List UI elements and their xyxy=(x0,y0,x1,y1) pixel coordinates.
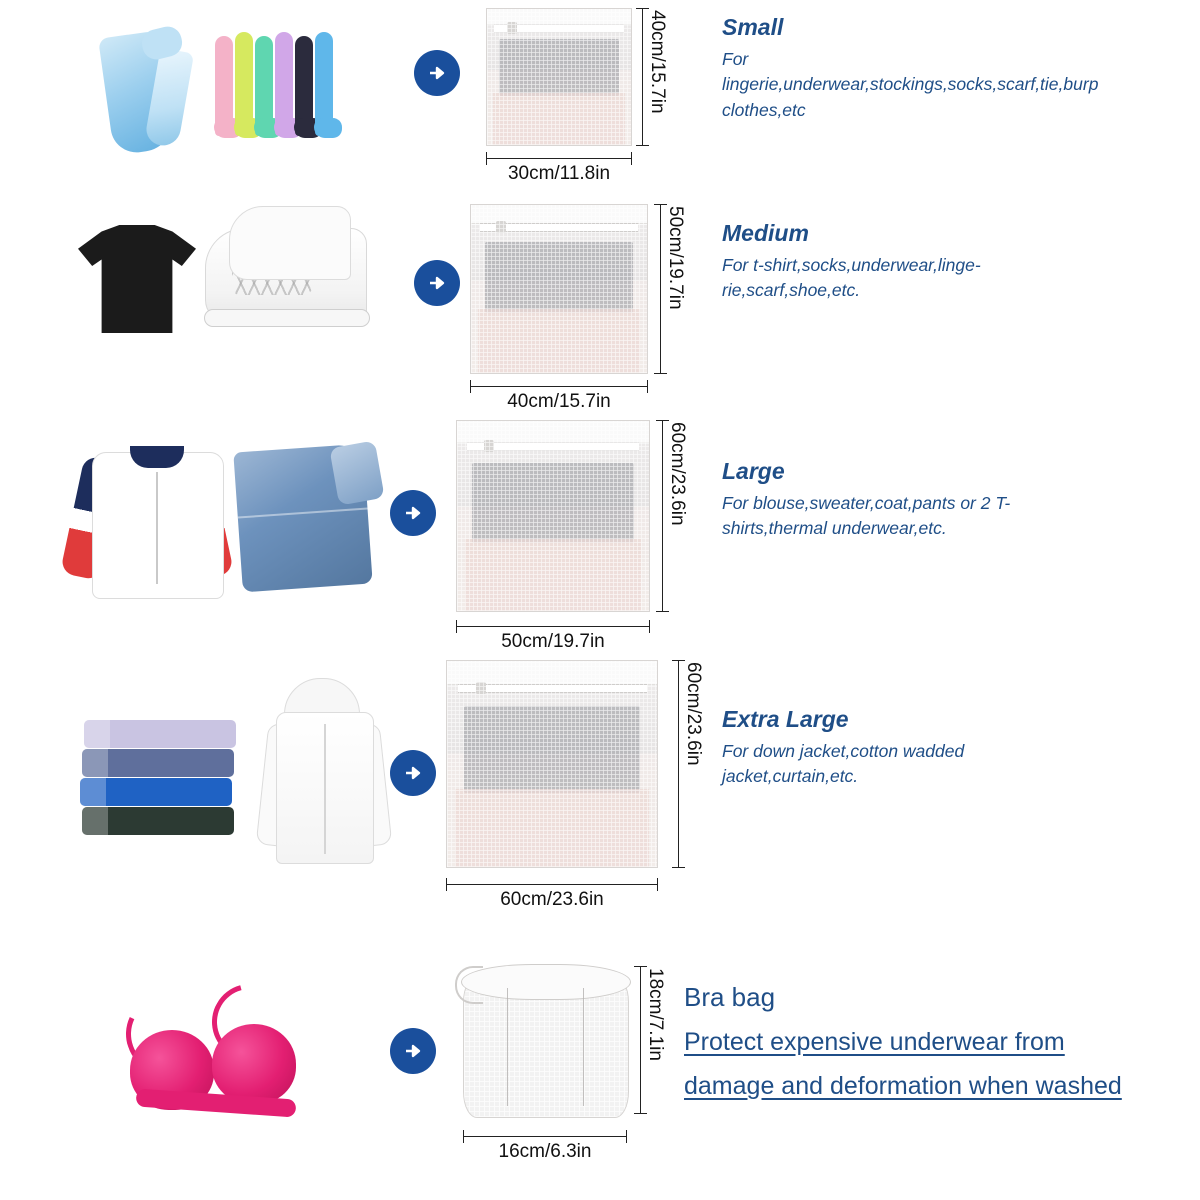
size-title-small: Small xyxy=(722,14,784,40)
dimension-label-height-small: 40cm/15.7in xyxy=(647,10,668,114)
size-text-medium xyxy=(722,220,1032,304)
illustration-hooded-jacket xyxy=(258,678,398,863)
sneaker-shape-back xyxy=(229,206,351,280)
bra-bag-title: Bra bag xyxy=(684,982,776,1012)
dimension-line-width-bra xyxy=(463,1136,627,1137)
mesh-bag-extra-large xyxy=(446,660,658,868)
dimension-line-height-bra xyxy=(640,966,641,1114)
arrow-right-icon xyxy=(414,260,460,306)
sock-shape xyxy=(275,32,293,136)
size-title-extra-large: Extra Large xyxy=(722,706,849,732)
dimension-line-width-large xyxy=(456,626,650,627)
arrow-right-icon xyxy=(390,750,436,796)
size-text-large xyxy=(722,458,1032,542)
towel-shape xyxy=(84,720,236,748)
dimension-label-height-extra-large: 60cm/23.6in xyxy=(683,662,704,766)
dimension-label-width-medium: 40cm/15.7in xyxy=(507,391,611,412)
size-row-medium xyxy=(0,200,1200,415)
jacket-body xyxy=(92,452,224,599)
dimension-line-height-medium xyxy=(660,204,661,374)
dimension-line-width-extra-large xyxy=(446,884,658,885)
illustration-folded-towels xyxy=(80,720,250,840)
size-title-medium: Medium xyxy=(722,220,809,246)
size-text-small xyxy=(722,14,1099,123)
size-title-large: Large xyxy=(722,458,785,484)
dimension-line-width-medium xyxy=(470,386,648,387)
illustration-jeans xyxy=(238,448,388,598)
illustration-sneaker xyxy=(205,228,385,338)
mesh-bag-large xyxy=(456,420,650,612)
towel-shape xyxy=(80,778,232,806)
bra-cup-right xyxy=(212,1024,296,1104)
dimension-label-height-medium: 50cm/19.7in xyxy=(665,206,686,310)
dimension-line-height-large xyxy=(662,420,663,612)
size-desc-large: For blouse,sweater,coat,pants or 2 T-shirts,thermal underwear,etc. xyxy=(722,493,1011,539)
dimension-label-width-bra: 16cm/6.3in xyxy=(498,1141,592,1162)
bra-bag-line1: Protect expensive underwear from xyxy=(684,1028,1065,1056)
size-row-bra-bag xyxy=(0,940,1200,1200)
size-text-extra-large xyxy=(722,706,1032,790)
mesh-bag-bra xyxy=(455,958,635,1123)
towel-shape xyxy=(82,749,234,777)
illustration-bra xyxy=(120,990,340,1120)
dimension-label-width-large: 50cm/19.7in xyxy=(501,631,605,652)
bra-bag-handle xyxy=(455,966,483,1004)
size-desc-extra-large: For down jacket,cotton wadded jacket,curtain,etc. xyxy=(722,741,965,787)
dimension-line-height-small xyxy=(642,8,643,146)
sock-shape xyxy=(255,36,273,136)
dimension-line-height-extra-large xyxy=(678,660,679,868)
bra-bag-lid xyxy=(461,964,631,1000)
dimension-label-width-small: 30cm/11.8in xyxy=(507,163,611,184)
sock-shape xyxy=(315,32,333,136)
dimension-label-height-large: 60cm/23.6in xyxy=(667,422,688,526)
sock-shape xyxy=(235,32,253,136)
dimension-label-height-bra: 18cm/7.1in xyxy=(645,968,666,1061)
illustration-tshirt xyxy=(78,225,196,333)
sock-shape xyxy=(215,36,233,136)
arrow-right-icon xyxy=(414,50,460,96)
jeans-cuff xyxy=(329,440,384,505)
bra-bag-seam xyxy=(507,988,508,1106)
bra-bag-line2: damage and deformation when washed xyxy=(684,1072,1122,1100)
sock-shape xyxy=(295,36,313,136)
illustration-varsity-jacket xyxy=(78,438,228,598)
bra-bag-seam xyxy=(583,988,584,1106)
sneaker-sole xyxy=(204,309,370,327)
arrow-right-icon xyxy=(390,1028,436,1074)
jacket-zipper xyxy=(156,472,158,584)
dimension-line-width-small xyxy=(486,158,632,159)
size-desc-medium: For t-shirt,socks,underwear,linge-rie,scarf,shoe,etc. xyxy=(722,255,981,301)
mesh-bag-small xyxy=(486,8,632,146)
mesh-bag-medium xyxy=(470,204,648,374)
dimension-label-width-extra-large: 60cm/23.6in xyxy=(500,889,604,910)
jacket-collar xyxy=(130,446,184,468)
illustration-socks xyxy=(215,30,360,160)
size-row-small xyxy=(0,0,1200,195)
size-desc-small: For lingerie,underwear,stockings,socks,scarf,tie,burp clothes,etc xyxy=(722,49,1099,120)
towel-shape xyxy=(82,807,234,835)
arrow-right-icon xyxy=(390,490,436,536)
jacket-zipper xyxy=(324,724,326,854)
size-row-extra-large xyxy=(0,650,1200,930)
size-row-large xyxy=(0,420,1200,652)
